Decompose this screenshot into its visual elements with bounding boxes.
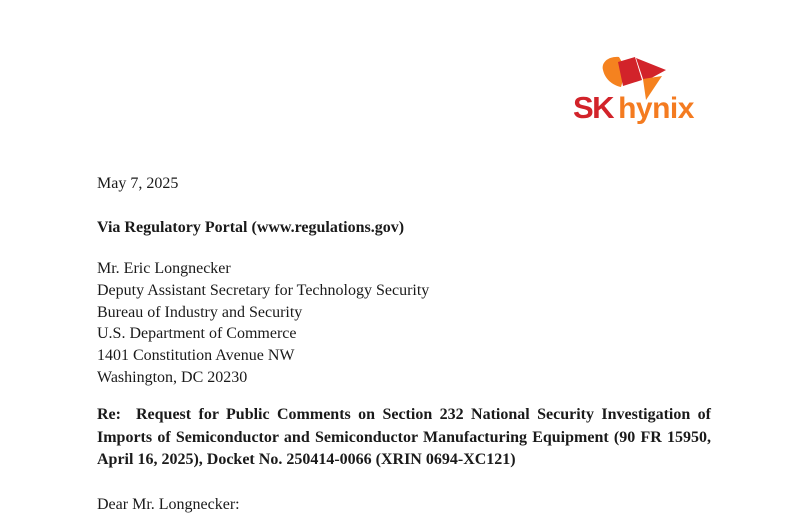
subject-text: Request for Public Comments on Section 232 National Security Investigation of Imports of Semiconductor and Semiconductor Manufacturing Equipment (90 FR 15950, April 16, 2025), Docket No. 250414-0066 (XRIN 0694-XC121) bbox=[97, 406, 711, 468]
recipient-title: Deputy Assistant Secretary for Technology Security bbox=[97, 281, 430, 299]
recipient-name: Mr. Eric Longnecker bbox=[97, 260, 231, 277]
recipient-department: U.S. Department of Commerce bbox=[97, 325, 297, 343]
subject-label: Re: bbox=[97, 406, 121, 423]
delivery-method-line: Via Regulatory Portal (www.regulations.gov) bbox=[97, 219, 405, 236]
recipient-city: Washington, DC 20230 bbox=[97, 368, 248, 386]
logo-hynix-text: hynix bbox=[618, 92, 694, 125]
letter-date: May 7, 2025 bbox=[97, 175, 179, 192]
recipient-street: 1401 Constitution Avenue NW bbox=[97, 347, 295, 365]
recipient-address-block bbox=[97, 258, 429, 389]
logo-wordmark bbox=[573, 90, 694, 129]
recipient-bureau: Bureau of Industry and Security bbox=[97, 303, 303, 321]
salutation: Dear Mr. Longnecker: bbox=[97, 496, 240, 513]
sk-hynix-logo bbox=[573, 55, 713, 130]
subject-line bbox=[97, 404, 711, 472]
logo-sk-text: SK bbox=[573, 90, 614, 125]
